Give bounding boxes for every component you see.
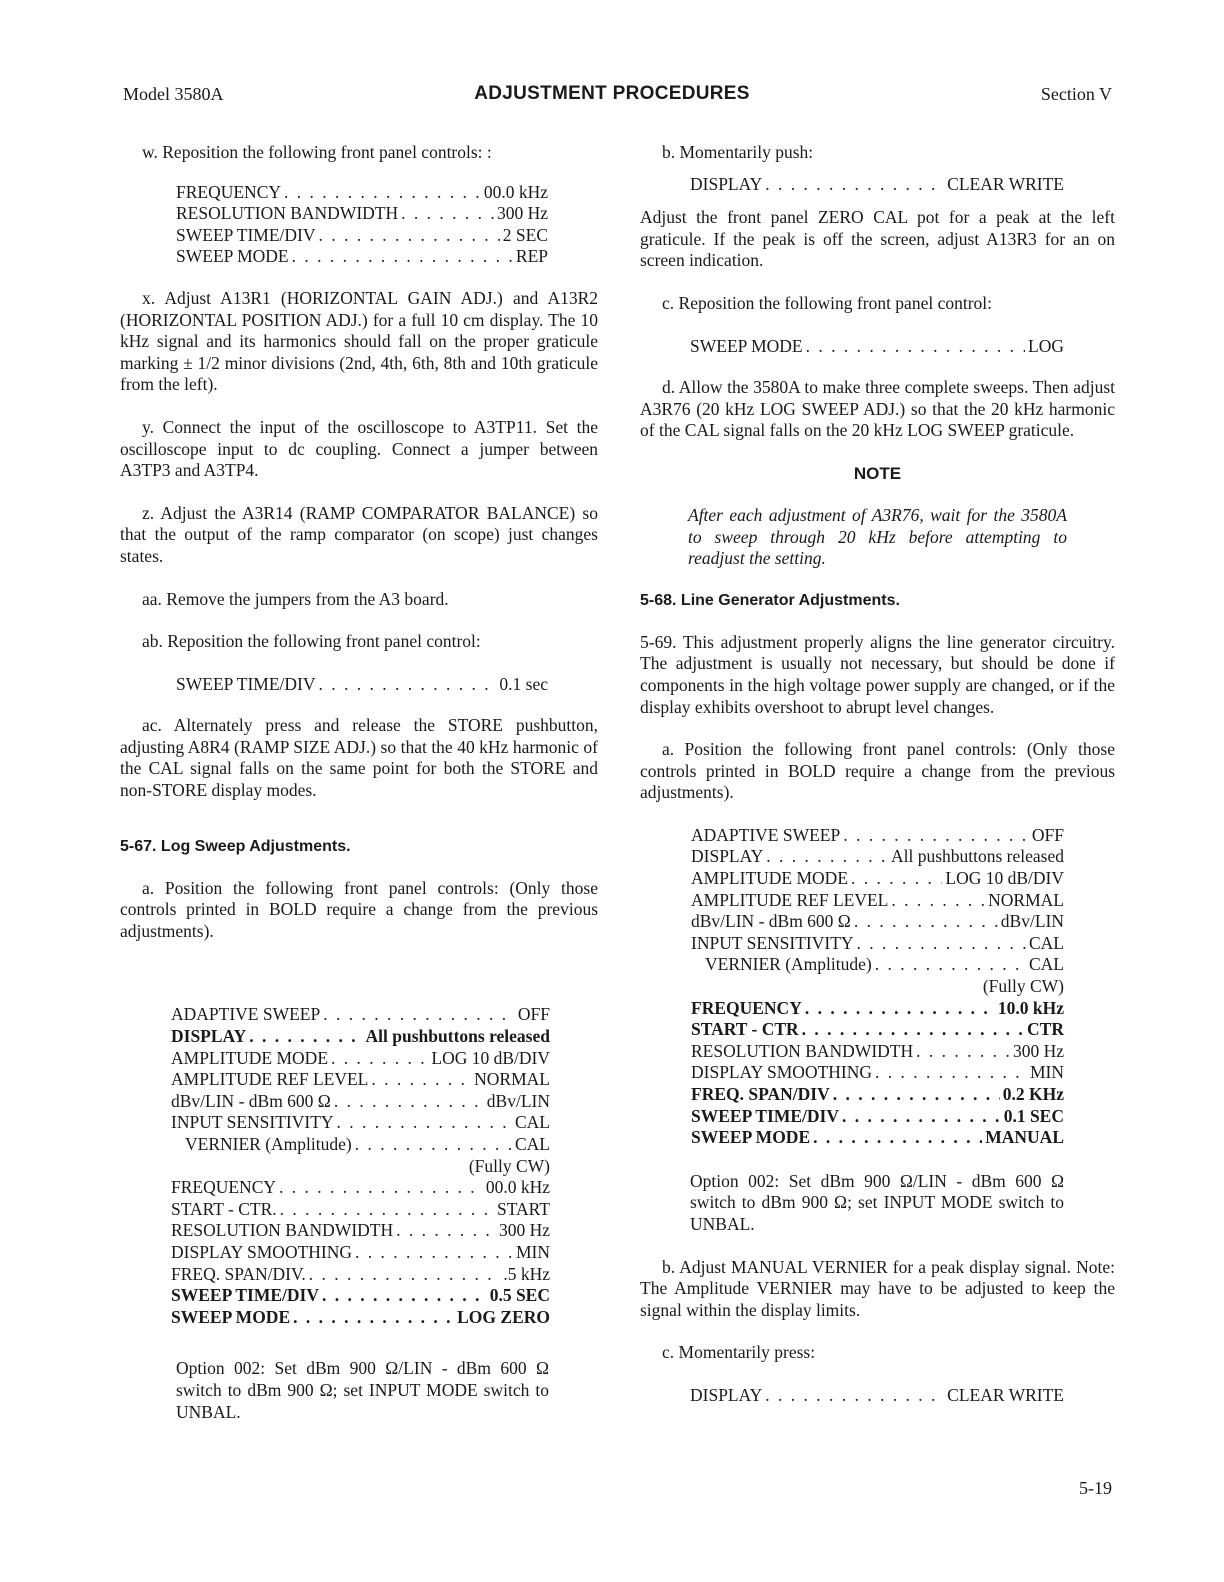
leader-dots <box>805 998 995 1020</box>
control-row <box>690 174 1064 196</box>
leader-dots <box>396 1220 496 1242</box>
step-w: w. Reposition the following front panel controls: : <box>142 142 492 162</box>
leader-dots <box>875 1062 1027 1084</box>
option-002-note: Option 002: Set dBm 900 Ω/LIN - dBm 600 Ω switch to dBm 900 Ω; set INPUT MODE switch to UNBAL. <box>690 1170 1064 1234</box>
control-row <box>691 868 1064 890</box>
control-value: CAL <box>1029 932 1064 953</box>
control-value: 2 SEC <box>502 224 548 245</box>
control-row <box>691 890 1064 912</box>
leader-dots <box>833 1084 1000 1106</box>
control-label: INPUT SENSITIVITY <box>171 1112 334 1133</box>
control-value: LOG 10 dB/DIV <box>431 1047 550 1068</box>
control-label: RESOLUTION BANDWIDTH <box>171 1220 394 1241</box>
step-a-5-67: a. Position the following front panel controls: (Only those controls printed in BOLD require a change from the previous adjustments). <box>120 877 598 941</box>
control-label: DISPLAY <box>690 173 763 194</box>
control-value: dBv/LIN <box>1000 911 1064 932</box>
step-d: d. Allow the 3580A to make three complete sweeps. Then adjust A3R76 (20 kHz LOG SWEEP ADJ.) so that the 20 kHz harmonic of the CAL signal falls on the 20 kHz LOG SWEEP graticule. <box>640 377 1115 441</box>
leader-dots <box>249 1026 362 1048</box>
control-row <box>691 1041 1064 1063</box>
control-value: 300 Hz <box>496 203 548 224</box>
control-value: LOG <box>1028 335 1064 356</box>
control-value: All pushbuttons released <box>365 1026 550 1047</box>
leader-dots <box>875 954 1026 976</box>
control-row <box>176 674 548 696</box>
step-z: z. Adjust the A3R14 (RAMP COMPARATOR BALANCE) so that the output of the ramp comparator (on scope) just changes states. <box>120 502 598 566</box>
control-row <box>171 1177 550 1199</box>
control-label: RESOLUTION BANDWIDTH <box>691 1040 914 1061</box>
control-label: FREQUENCY <box>171 1177 277 1198</box>
control-value: 0.1 sec <box>499 673 548 694</box>
control-value: .5 kHz <box>503 1263 550 1284</box>
step-ab: ab. Reposition the following front panel control: <box>142 631 481 652</box>
control-label: FREQUENCY <box>691 997 802 1018</box>
control-list-b <box>690 174 1064 196</box>
control-label: RESOLUTION BANDWIDTH <box>176 203 399 224</box>
leader-dots <box>765 174 944 196</box>
control-value: All pushbuttons released <box>890 846 1064 867</box>
control-label: dBv/LIN - dBm 600 Ω <box>691 911 851 932</box>
control-row <box>691 825 1064 847</box>
control-row <box>691 1084 1064 1106</box>
control-label: DISPLAY <box>691 846 764 867</box>
leader-dots <box>292 246 513 268</box>
control-row <box>171 1264 550 1286</box>
control-value: 0.5 SEC <box>489 1285 550 1306</box>
control-label: SWEEP TIME/DIV <box>176 224 316 245</box>
control-row <box>691 846 1064 868</box>
control-list-5-68 <box>691 825 1064 1149</box>
control-label: SWEEP MODE <box>176 246 289 267</box>
control-row <box>171 1069 550 1091</box>
note-title: NOTE <box>853 463 902 483</box>
control-value: 0.1 SEC <box>1003 1105 1064 1126</box>
control-value: NORMAL <box>474 1069 550 1090</box>
right-column <box>640 142 1115 1427</box>
control-label: SWEEP MODE <box>690 335 803 356</box>
leader-dots <box>319 674 497 696</box>
control-row <box>171 1134 550 1156</box>
step-c: c. Reposition the following front panel control: <box>662 292 993 313</box>
leader-dots <box>319 225 500 247</box>
leader-dots <box>334 1091 484 1113</box>
control-label: VERNIER (Amplitude) <box>705 954 872 975</box>
step-ac: ac. Alternately press and release the STORE pushbutton, adjusting A8R4 (RAMP SIZE ADJ.) so that the 40 kHz harmonic of the CAL signal falls on the same point for both the STORE and non-STORE display modes. <box>120 715 598 801</box>
control-value: LOG ZERO <box>457 1306 550 1327</box>
control-value: MIN <box>515 1241 550 1262</box>
control-value: OFF <box>517 1004 550 1025</box>
control-row <box>171 1199 550 1221</box>
control-value: NORMAL <box>988 889 1064 910</box>
leader-dots <box>309 1264 501 1286</box>
leader-dots <box>331 1048 428 1070</box>
control-row <box>171 1285 550 1307</box>
leader-dots <box>813 1127 982 1149</box>
control-row <box>171 1004 550 1026</box>
leader-dots <box>802 1019 1024 1041</box>
control-value: START <box>497 1198 550 1219</box>
control-value: 00.0 kHz <box>483 181 548 202</box>
control-label: DISPLAY SMOOTHING <box>171 1241 353 1262</box>
control-row <box>691 1062 1064 1084</box>
model-label: Model 3580A <box>123 84 224 104</box>
control-row <box>690 1385 1064 1407</box>
control-list-w <box>176 182 548 268</box>
leader-dots <box>371 1069 471 1091</box>
step-a-5-68: a. Position the following front panel controls: (Only those controls printed in BOLD require a change from the previous adjustments). <box>640 739 1115 803</box>
control-value: 300 Hz <box>1012 1040 1064 1061</box>
step-x: x. Adjust A13R1 (HORIZONTAL GAIN ADJ.) and A13R2 (HORIZONTAL POSITION ADJ.) for a full 10 cm display. The 10 kHz signal and its harmonics should fall on the proper graticule marking ± 1/2 minor divisions (2nd, 4th, 6th, 8th and 10th graticule from the left). <box>120 287 598 395</box>
note-body: After each adjustment of A3R76, wait for the 3580A to sweep through 20 kHz before attempting to readjust the setting. <box>688 504 1067 569</box>
leader-dots <box>284 182 481 204</box>
control-label: DISPLAY <box>171 1026 247 1047</box>
control-value: (Fully CW) <box>468 1155 550 1176</box>
leader-dots <box>851 868 942 890</box>
leader-dots <box>293 1307 454 1329</box>
control-row <box>691 911 1064 933</box>
leader-dots <box>766 846 888 868</box>
control-row <box>690 336 1064 358</box>
control-row <box>691 998 1064 1020</box>
leader-dots <box>916 1041 1010 1063</box>
control-row <box>691 1106 1064 1128</box>
control-value: MIN <box>1029 1062 1064 1083</box>
control-label: AMPLITUDE MODE <box>691 868 849 889</box>
option-002-note: Option 002: Set dBm 900 Ω/LIN - dBm 600 Ω switch to dBm 900 Ω; set INPUT MODE switch to UNBAL. <box>176 1358 549 1422</box>
control-row <box>171 1242 550 1264</box>
control-value: OFF <box>1031 824 1064 845</box>
control-list-c <box>690 336 1064 358</box>
control-label: AMPLITUDE MODE <box>171 1047 329 1068</box>
leader-dots <box>806 336 1025 358</box>
control-row <box>176 182 548 204</box>
control-label: AMPLITUDE REF LEVEL <box>171 1069 369 1090</box>
leader-dots <box>854 911 998 933</box>
step-b-text: Adjust the front panel ZERO CAL pot for a peak at the left graticule. If the peak is off the screen, adjust A13R3 for an on screen indication. <box>640 207 1115 271</box>
control-value: 0.2 KHz <box>1002 1084 1064 1104</box>
control-label: ADAPTIVE SWEEP <box>691 824 841 845</box>
control-row <box>171 1307 550 1329</box>
control-value: 10.0 kHz <box>997 997 1064 1018</box>
control-row <box>176 246 548 268</box>
leader-dots <box>843 825 1029 847</box>
control-label: DISPLAY <box>690 1384 763 1405</box>
control-label: SWEEP MODE <box>171 1306 291 1327</box>
control-value: 300 Hz <box>498 1220 550 1241</box>
control-value: CAL <box>1029 954 1064 975</box>
control-value: LOG 10 dB/DIV <box>945 868 1064 889</box>
control-row <box>171 1091 550 1113</box>
leader-dots <box>322 1285 487 1307</box>
control-label: SWEEP MODE <box>691 1127 811 1148</box>
paragraph-5-69: 5-69. This adjustment properly aligns the line generator circuitry. The adjustment is usually not necessary, but should be done if components in the high voltage power supply are changed, or if the display exhibits overshoot to abrupt level changes. <box>640 631 1115 717</box>
control-label: dBv/LIN - dBm 600 Ω <box>171 1090 331 1111</box>
control-value: CAL <box>515 1112 550 1133</box>
control-row <box>691 1019 1064 1041</box>
control-value: 00.0 kHz <box>485 1177 550 1198</box>
control-value: (Fully CW) <box>982 976 1064 997</box>
control-row <box>691 933 1064 955</box>
leader-dots <box>337 1112 512 1134</box>
page-title: ADJUSTMENT PROCEDURES <box>474 83 750 104</box>
control-label: AMPLITUDE REF LEVEL <box>691 889 889 910</box>
control-value: CAL <box>515 1134 550 1154</box>
control-value: dBv/LIN <box>486 1090 550 1111</box>
leader-dots <box>891 890 985 912</box>
step-aa: aa. Remove the jumpers from the A3 board. <box>142 588 449 609</box>
control-row-continuation <box>691 976 1064 998</box>
control-list-c-5-68 <box>690 1385 1064 1407</box>
control-label: FREQ. SPAN/DIV <box>691 1084 830 1104</box>
left-column <box>120 142 598 1444</box>
control-row-continuation <box>171 1156 550 1178</box>
control-row <box>171 1112 550 1134</box>
section-heading-5-67: 5-67. Log Sweep Adjustments. <box>120 837 351 855</box>
step-b-5-68: b. Adjust MANUAL VERNIER for a peak display signal. Note: The Amplitude VERNIER may have to be adjusted to keep the signal within the display limits. <box>640 1256 1115 1320</box>
control-value: CTR <box>1027 1019 1064 1040</box>
control-label: FREQ. SPAN/DIV. <box>171 1263 306 1284</box>
leader-dots <box>280 1199 494 1221</box>
control-row <box>171 1026 550 1048</box>
control-row <box>176 203 548 225</box>
control-row <box>171 1220 550 1242</box>
control-label: START - CTR. <box>171 1198 277 1219</box>
step-b: b. Momentarily push: <box>662 142 814 162</box>
control-row <box>176 225 548 247</box>
page-number: 5-19 <box>1079 1478 1112 1498</box>
control-row <box>171 1048 550 1070</box>
leader-dots <box>355 1134 512 1156</box>
control-label: SWEEP TIME/DIV <box>176 673 316 694</box>
section-heading-5-68: 5-68. Line Generator Adjustments. <box>640 591 900 609</box>
control-label: START - CTR <box>691 1019 799 1040</box>
control-label: SWEEP TIME/DIV <box>691 1105 839 1126</box>
leader-dots <box>857 933 1026 955</box>
leader-dots <box>842 1106 1001 1128</box>
control-label: INPUT SENSITIVITY <box>691 932 854 953</box>
control-list-ab <box>176 674 548 696</box>
leader-dots <box>279 1177 483 1199</box>
control-value: MANUAL <box>985 1127 1064 1148</box>
leader-dots <box>401 203 494 225</box>
step-c-5-68: c. Momentarily press: <box>662 1342 816 1363</box>
leader-dots <box>765 1385 944 1407</box>
leader-dots <box>323 1004 515 1026</box>
control-label: ADAPTIVE SWEEP <box>171 1004 321 1025</box>
control-row <box>691 954 1064 976</box>
control-value: CLEAR WRITE <box>947 1384 1064 1405</box>
control-label: DISPLAY SMOOTHING <box>691 1062 873 1083</box>
step-y: y. Connect the input of the oscilloscope to A3TP11. Set the oscilloscope input to dc coupling. Connect a jumper between A3TP3 and A3TP4. <box>120 416 598 481</box>
control-value: REP <box>515 246 548 267</box>
control-label: FREQUENCY <box>176 181 282 202</box>
control-value: CLEAR WRITE <box>947 173 1064 194</box>
control-row <box>691 1127 1064 1149</box>
section-label: Section V <box>1040 84 1112 104</box>
leader-dots <box>355 1242 513 1264</box>
control-label: SWEEP TIME/DIV <box>171 1285 319 1306</box>
control-list-5-67 <box>171 1004 550 1328</box>
control-label: VERNIER (Amplitude) <box>185 1134 352 1154</box>
